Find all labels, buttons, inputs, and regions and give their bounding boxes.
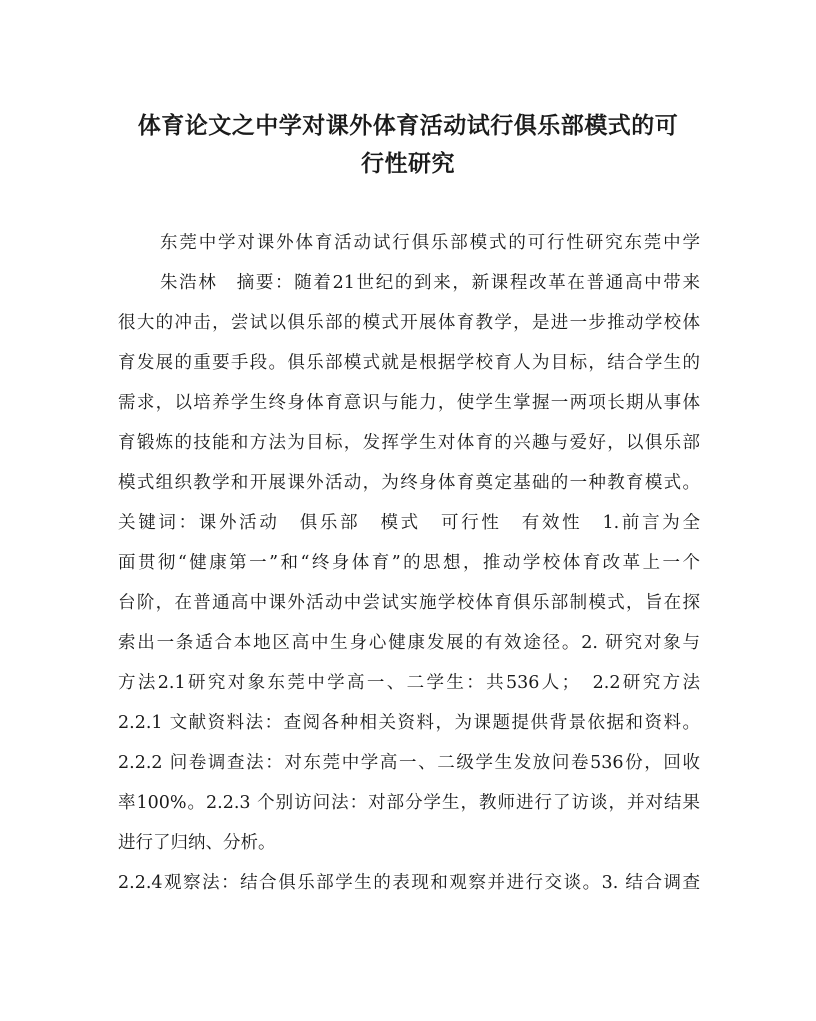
body-line-3: 很大的冲击，尝试以俱乐部的模式开展体育教学，是进一步推动学校体 xyxy=(118,313,700,333)
body-line-10: 台阶，在普通高中课外活动中尝试实施学校体育俱乐部制模式，旨在探 xyxy=(118,593,700,613)
body-line-14: 2.2.2 问卷调查法：对东莞中学高一、二级学生发放问卷536份，回收 xyxy=(118,753,700,773)
body-line-12: 方法2.1研究对象东莞中学高一、二学生：共536人； 2.2研究方法 xyxy=(118,673,700,693)
body-line-13: 2.2.1 文献资料法：查阅各种相关资料，为课题提供背景依据和资料。 xyxy=(118,713,700,733)
body-line-15: 率100%。2.2.3 个别访问法：对部分学生，教师进行了访谈，并对结果 xyxy=(118,793,700,813)
body-line-8: 关键词：课外活动 俱乐部 模式 可行性 有效性 1.前言为全 xyxy=(118,513,700,533)
body-line-7: 模式组织教学和开展课外活动，为终身体育奠定基础的一种教育模式。 xyxy=(118,473,700,493)
document-title-line-2: 行性研究 xyxy=(361,150,455,177)
document-title-line-1: 体育论文之中学对课外体育活动试行俱乐部模式的可 xyxy=(137,112,679,139)
body-line-1: 东莞中学对课外体育活动试行俱乐部模式的可行性研究东莞中学 xyxy=(160,233,700,253)
body-line-11: 索出一条适合本地区高中生身心健康发展的有效途径。2. 研究对象与 xyxy=(118,633,700,653)
body-line-5: 需求，以培养学生终身体育意识与能力，使学生掌握一两项长期从事体 xyxy=(118,393,700,413)
body-line-17: 2.2.4观察法：结合俱乐部学生的表现和观察并进行交谈。3. 结合调查 xyxy=(118,873,700,893)
body-line-16: 进行了归纳、分析。 xyxy=(118,833,276,853)
body-line-9: 面贯彻“健康第一”和“终身体育”的思想，推动学校体育改革上一个 xyxy=(118,553,700,573)
body-line-4: 育发展的重要手段。俱乐部模式就是根据学校育人为目标，结合学生的 xyxy=(118,353,700,373)
body-line-6: 育锻炼的技能和方法为目标，发挥学生对体育的兴趣与爱好，以俱乐部 xyxy=(118,433,700,453)
body-line-2: 朱浩林 摘要：随着21世纪的到来，新课程改革在普通高中带来 xyxy=(160,273,700,293)
